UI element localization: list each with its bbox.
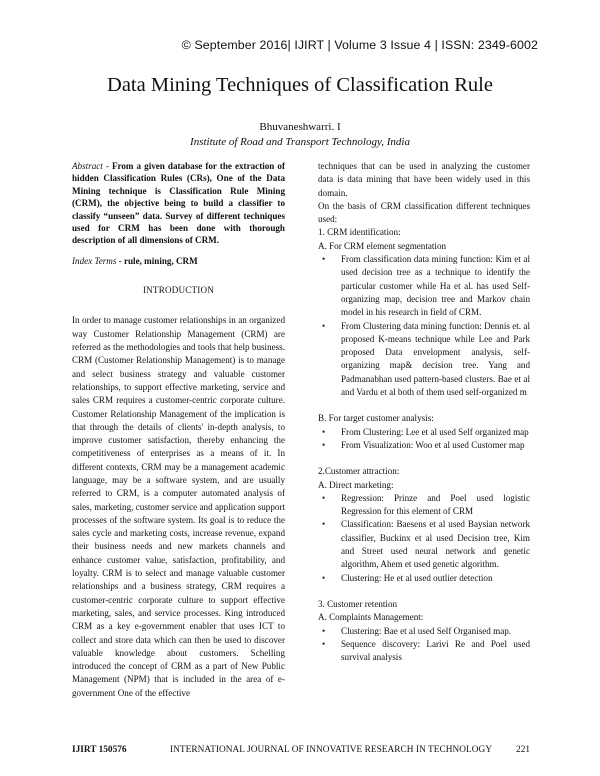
left-column	[72, 160, 285, 700]
list-item: • Clustering: He et al used outlier detection	[318, 572, 530, 585]
index-terms-text: rule, mining, CRM	[123, 255, 198, 266]
paper-id: IJIRT 150576	[72, 745, 127, 755]
page-number: 221	[516, 745, 530, 755]
subsection-element-segmentation: A. For CRM element segmentation	[318, 240, 447, 251]
index-terms-label: Index Terms	[72, 255, 117, 266]
direct-marketing-list	[318, 492, 530, 585]
abstract: Abstract - From a given database for the extraction of hidden Classification Rules (CRs), One of the Data Mining technique is Classification Rule Mining (CRM), the objective being to build a classifier to classify “unseen” data. Survey of different techniques used for CRM has been done with thorough description of all dimensions of CRM.	[72, 161, 285, 246]
section-crm-identification: 1. CRM identification:	[318, 227, 401, 238]
abstract-text: From a given database for the extraction of hidden Classification Rules (CRs), One of the Data Mining technique is Classification Rule Mining (CRM), the objective being to build a classifier to classify “unseen” data. Survey of different techniques used for CRM has been done with thorough description of all dimensions of CRM.	[72, 161, 285, 246]
complaints-list	[318, 625, 530, 665]
paper-title: Data Mining Techniques of Classification Rule	[107, 74, 493, 96]
subsection-complaints-management: A. Complaints Management:	[318, 612, 424, 623]
author-name: Bhuvaneshwarri. I	[259, 121, 341, 133]
section-customer-retention: 3. Customer retention	[318, 598, 398, 609]
segmentation-list	[318, 253, 530, 399]
subsection-direct-marketing: A. Direct marketing:	[318, 479, 394, 490]
section-customer-attraction: 2.Customer attraction:	[318, 466, 400, 477]
list-item: • From Clustering: Lee et al used Self organized map	[318, 426, 530, 439]
journal-header: © September 2016| IJIRT | Volume 3 Issue 4 | ISSN: 2349-6002	[181, 38, 538, 52]
author-affiliation: Institute of Road and Transport Technology, India	[190, 136, 410, 148]
list-item: • Clustering: Bae et al used Self Organised map.	[318, 625, 530, 638]
introduction-heading: INTRODUCTION	[142, 285, 215, 296]
subsection-target-customer: B. For target customer analysis:	[318, 413, 434, 424]
target-customer-list	[318, 426, 530, 453]
list-item: • From classification data mining function: Kim et al used decision tree as a technique to identify the particular customer while Ha et al. has used Self-organizing map, decision tree and Markov chain model in his research in field of CRM.	[318, 253, 530, 319]
journal-name: INTERNATIONAL JOURNAL OF INNOVATIVE RESEARCH IN TECHNOLOGY	[170, 745, 493, 755]
list-item: • From Visualization: Woo et al used Customer map	[318, 439, 530, 452]
abstract-label: Abstract	[72, 161, 103, 171]
index-terms: Index Terms - rule, mining, CRM	[72, 255, 198, 266]
introduction-body: In order to manage customer relationships in an organized way Customer Relationship Management (CRM) are referred as the methodologies and tools that help business. CRM (Customer Relationship Management) is to manage and select business strategy and valuable customer relationships, to support effective marketing, service and sales CRM requires a customer-centric corporate culture. Customer Relationship Management of the implication is that through the details of clients' in-depth analysis, to improve customer satisfaction, thereby enhancing the competitiveness of enterprises as a means of it. In different contexts, CRM may be a management academic language, may be a software system, and are usually referred to CRM, is a computer automated analysis of sales, marketing, customer service and application support processes of the software system. Its goal is to reduce the sales cycle and marketing costs, increase revenue, expand their business needs and new markets channels and enhance customer value, satisfaction, profitability, and loyalty. CRM is to select and manage valuable customer relationships and a business strategy, CRM requires a customer-centric corporate culture to support effective marketing, sales, and service processes. King introduced CRM as a key e-government enabler that uses ICT to collect and store data which can then be used to discover valuable knowledge about customers. Schelling introduced the concept of CRM as a part of New Public Management (NPM) that is included in the area of e-government One of the effective	[72, 315, 285, 698]
list-item: • Classification: Baesens et al used Baysian network classifier, Buckinx et al used Decision tree, Kim and Street used neural network and genetic algorithm, Ahem et used genetic algorithm.	[318, 518, 530, 571]
list-item: • From Clustering data mining function: Dennis et. al proposed K-means technique while Lee and Park proposed Data envelopment analysis, self-organizing map& decision tree. Yang and Padmanabhan used pattern-based clusters. Bae et al and Vardu et al both of them used self-organized m	[318, 320, 530, 400]
basis-intro: On the basis of CRM classification different techniques used:	[318, 200, 530, 225]
right-column	[318, 160, 530, 664]
list-item: • Sequence discovery: Larivi Re and Poel used survival analysis	[318, 638, 530, 665]
continuation-text: techniques that can be used in analyzing the customer data is data mining that have been widely used in this domain.	[318, 161, 530, 198]
list-item: • Regression: Prinze and Poel used logistic Regression for this element of CRM	[318, 492, 530, 519]
